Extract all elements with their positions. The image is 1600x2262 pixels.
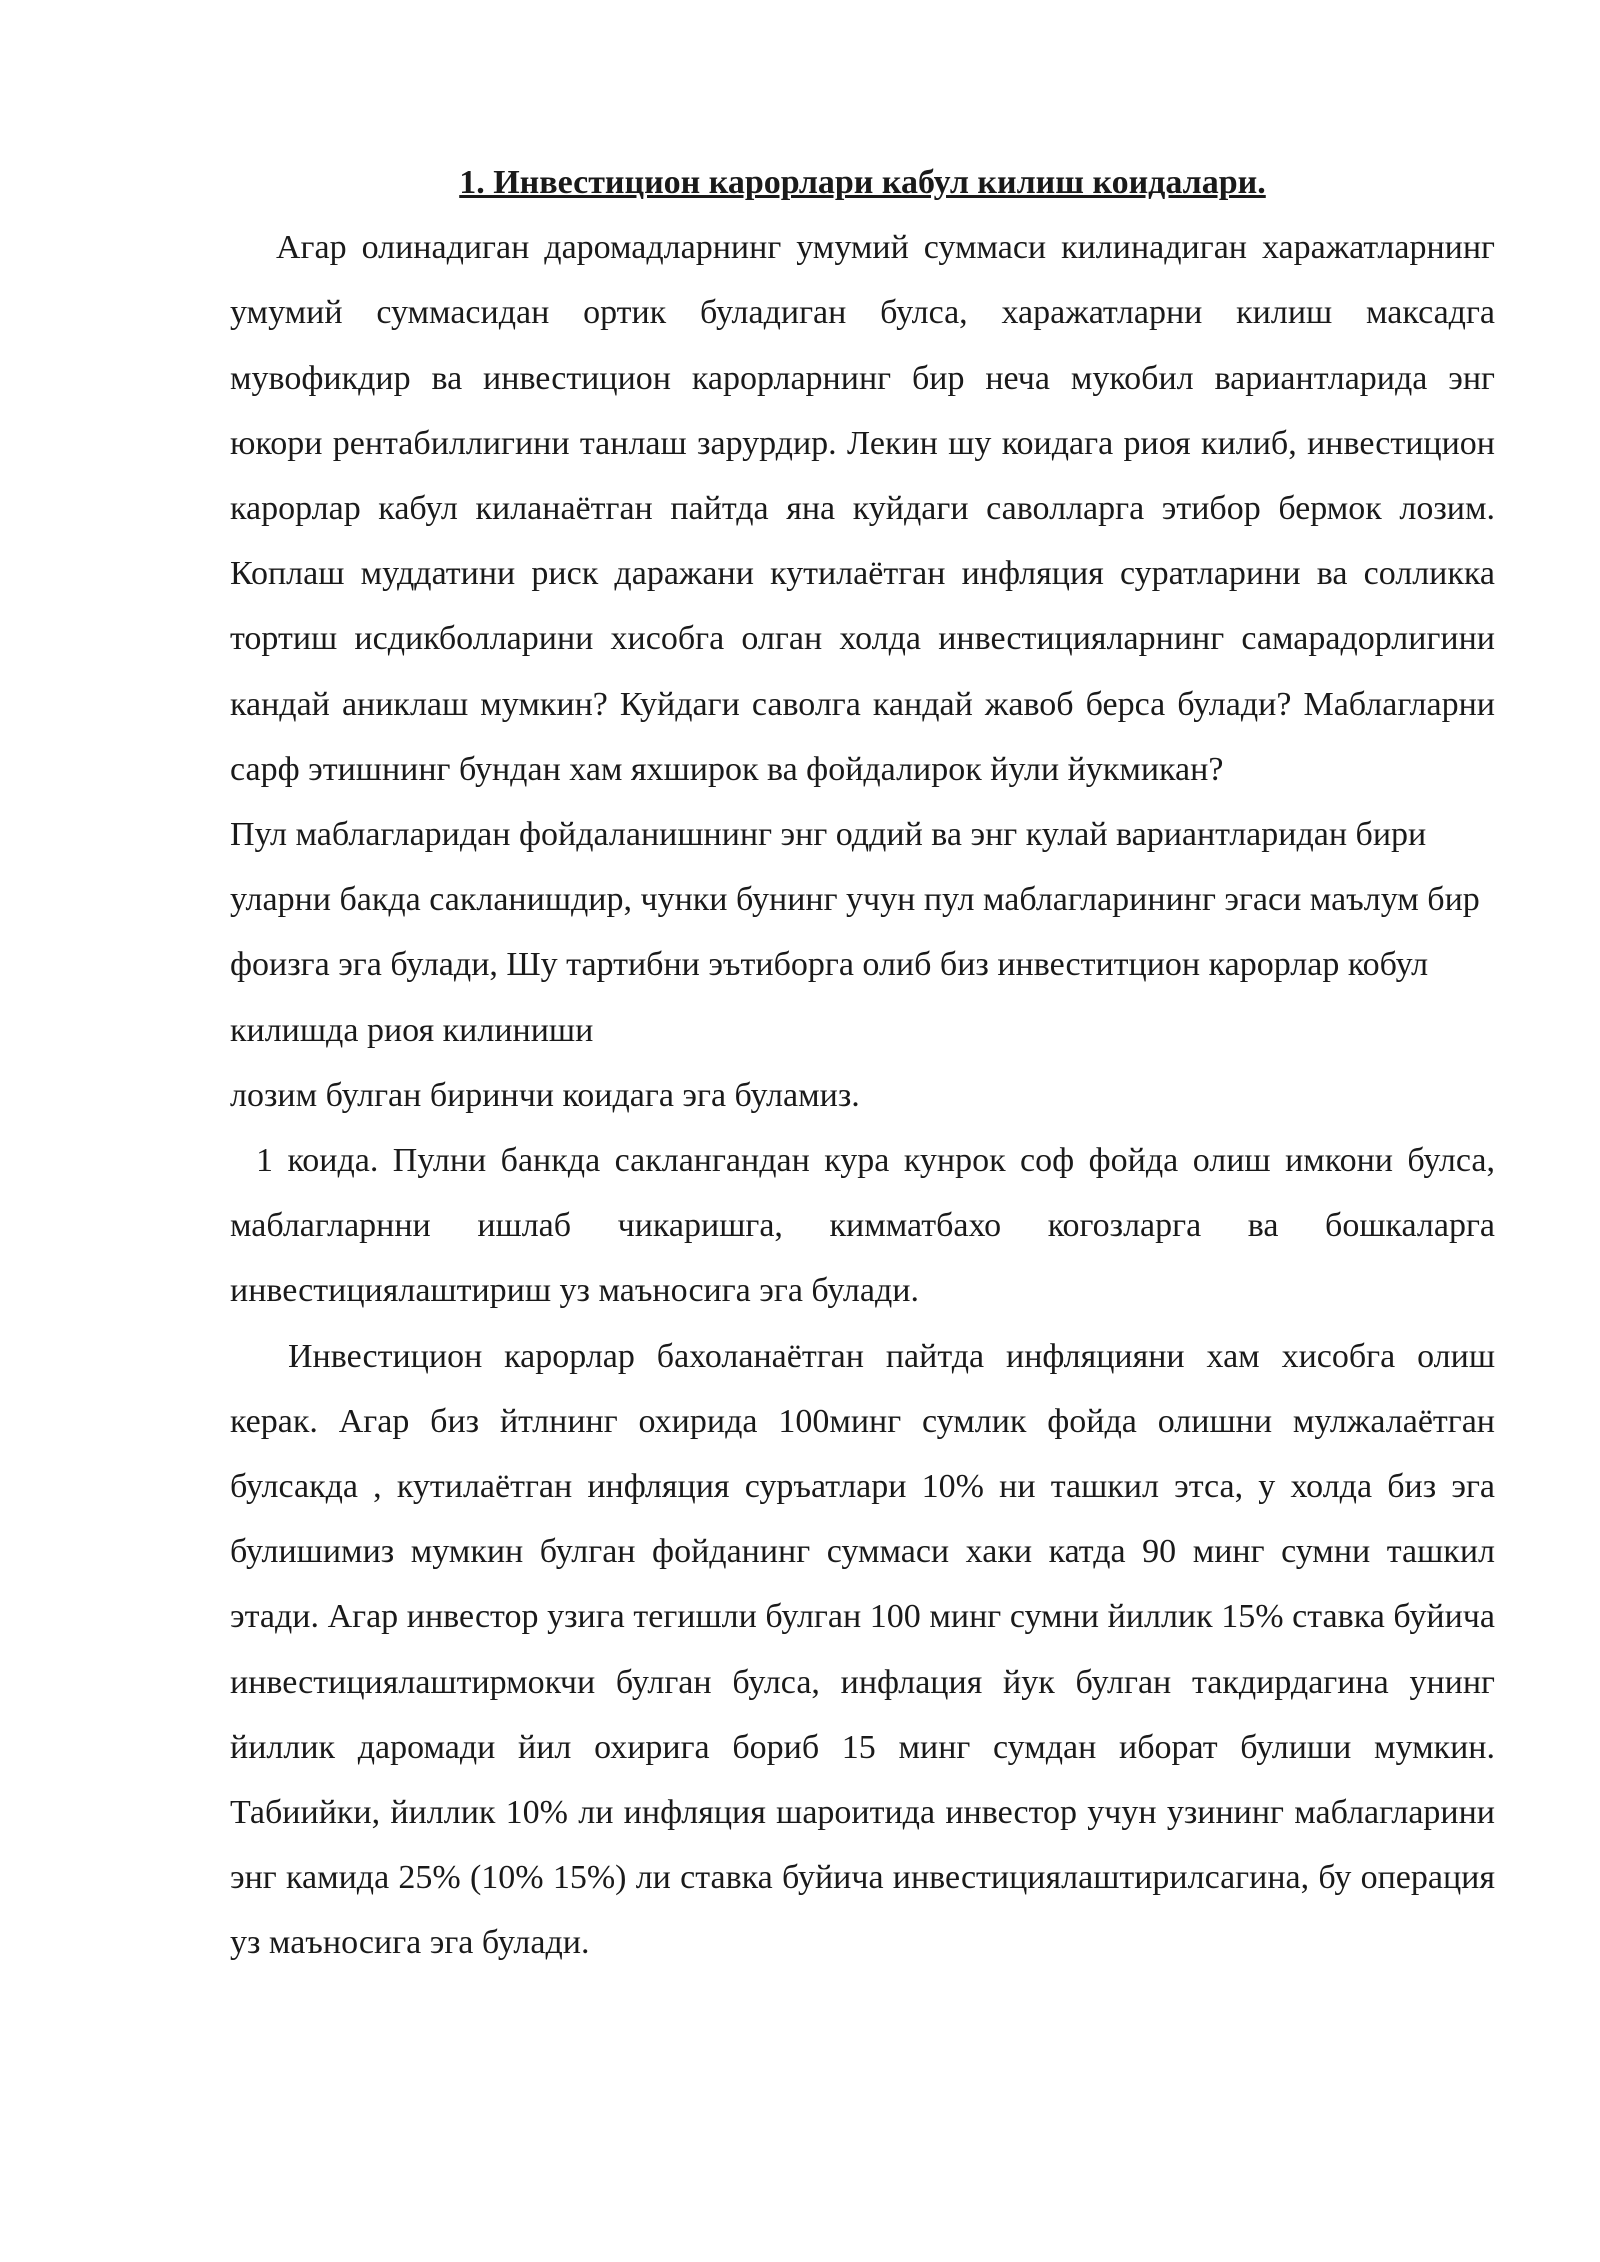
paragraph-rule-1: 1 коида. Пулни банкда саклангандан кура кунрок соф фойда олиш имкони булса, маблагларнни ишлаб чикаришга, кимматбахо когозларга ва бошкаларга инвестициялаштириш уз маъносига эга булади. [230,1142,1495,1310]
paragraph-1: Агар олинадиган даромадларнинг умумий суммаси килинадиган харажатларнинг умумий суммасидан ортик буладиган булса, харажатларни килиш максадга мувофикдир ва инвестицион карорларнинг бир неча мукобил вариантларида энг юкори рентабиллигини танлаш зарурдир. Лекин шу коидага риоя килиб, инвестицион карорлар кабул киланаётган пайтда яна куйдаги саволларга этибор бермок лозим. Коплаш муддатини риск даражани кутилаётган инфляция суратларини ва солликка тортиш исдикболларини хисобга олган холда инвестицияларнинг самарадорлигини кандай аниклаш мумкин? Куйдаги саволга кандай жавоб берса булади? Маблагларни сарф этишнинг бундан хам яхширок ва фойдалирок йули йукмикан? [230,229,1495,788]
document-page [230,150,1495,1976]
document-title: 1. Инвестицион карорлари кабул килиш коидалари. [459,164,1266,201]
paragraph-2: Пул маблагларидан фойдаланишнинг энг оддий ва энг кулай вариантларидан бири уларни бакда сакланишдир, чунки бунинг учун пул маблагларининг эгаси маълум бир фоизга эга булади, Шу тартибни эътиборга олиб биз инвеститцион карорлар кобул килишда риоя килиниши [230,816,1480,1049]
paragraph-3: лозим булган биринчи коидага эга буламиз. [230,1076,860,1114]
paragraph-5: Инвестицион карорлар бахоланаётган пайтда инфляцияни хам хисобга олиш керак. Агар биз йтлнинг охирида 100минг сумлик фойда олишни мулжалаётган булсакда , кутилаётган инфляция суръатлари 10% ни ташкил этса, у холда биз эга булишимиз мумкин булган фойданинг суммаси хаки катда 90 минг сумни ташкил этади. Агар инвестор узига тегишли булган 100 минг сумни йиллик 15% ставка буйича инвестициялаштирмокчи булган булса, инфлация йук булган такдирдагина унинг йиллик даромади йил охирига бориб 15 минг сумдан иборат булиши мумкин. Табиийки, йиллик 10% ли инфляция шароитида инвестор учун узининг маблагларини энг камида 25% (10% 15%) ли ставка буйича инвестициялаштирилсагина, бу операция уз маъносига эга булади. [230,1337,1495,1962]
